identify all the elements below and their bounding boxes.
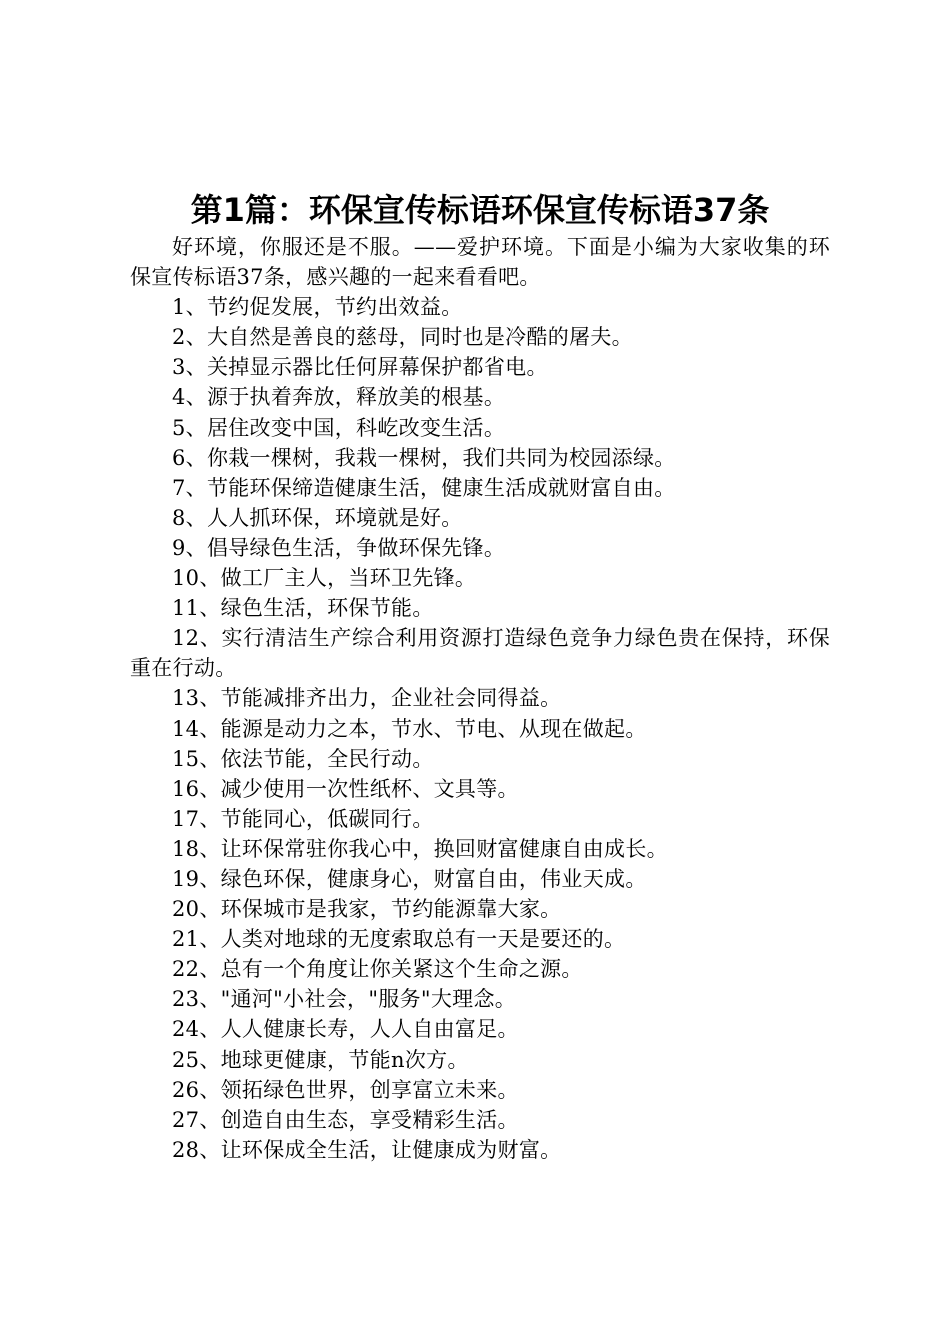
list-item: 14、能源是动力之本，节水、节电、从现在做起。 xyxy=(172,716,647,741)
list-item: 6、你栽一棵树，我栽一棵树，我们共同为校园添绿。 xyxy=(172,445,676,470)
document-page xyxy=(130,188,830,1165)
list-item: 17、节能同心，低碳同行。 xyxy=(172,806,434,831)
list-item: 7、节能环保缔造健康生活，健康生活成就财富自由。 xyxy=(172,475,676,500)
list-item: 19、绿色环保，健康身心，财富自由，伟业天成。 xyxy=(172,866,647,891)
list-item: 1、节约促发展，节约出效益。 xyxy=(172,295,463,320)
list-item: 24、人人健康长寿，人人自由富足。 xyxy=(172,1017,519,1042)
list-item: 27、创造自由生态，享受精彩生活。 xyxy=(172,1107,519,1132)
list-item: 26、领拓绿色世界，创享富立未来。 xyxy=(172,1077,519,1102)
list-item: 3、关掉显示器比任何屏幕保护都省电。 xyxy=(172,355,548,380)
intro-paragraph: 好环境，你服还是不服。——爱护环境。下面是小编为大家收集的环保宣传标语37条，感兴趣的一起来看看吧。 xyxy=(130,235,830,290)
list-item: 23、"通河"小社会，"服务"大理念。 xyxy=(172,987,517,1012)
list-item: 18、让环保常驻你我心中，换回财富健康自由成长。 xyxy=(172,836,668,861)
list-item: 4、源于执着奔放，释放美的根基。 xyxy=(172,385,506,410)
list-item: 10、做工厂主人，当环卫先锋。 xyxy=(172,566,477,591)
list-item: 21、人类对地球的无度索取总有一天是要还的。 xyxy=(172,927,626,952)
list-item: 2、大自然是善良的慈母，同时也是冷酷的屠夫。 xyxy=(172,325,633,350)
slogan-list xyxy=(130,292,830,1165)
list-item: 20、环保城市是我家，节约能源靠大家。 xyxy=(172,897,562,922)
list-item: 25、地球更健康，节能n次方。 xyxy=(172,1047,469,1072)
list-item: 5、居住改变中国，科屹改变生活。 xyxy=(172,415,506,440)
list-item: 15、依法节能，全民行动。 xyxy=(172,746,434,771)
list-item: 12、实行清洁生产综合利用资源打造绿色竞争力绿色贵在保持，环保重在行动。 xyxy=(130,626,830,681)
document-title: 第1篇：环保宣传标语环保宣传标语37条 xyxy=(190,191,770,229)
list-item: 28、让环保成全生活，让健康成为财富。 xyxy=(172,1137,562,1162)
list-item: 16、减少使用一次性纸杯、文具等。 xyxy=(172,776,519,801)
list-item: 22、总有一个角度让你关紧这个生命之源。 xyxy=(172,957,583,982)
list-item: 8、人人抓环保，环境就是好。 xyxy=(172,505,463,530)
list-item: 9、倡导绿色生活，争做环保先锋。 xyxy=(172,535,506,560)
list-item: 11、绿色生活，环保节能。 xyxy=(172,596,434,621)
list-item: 13、节能减排齐出力，企业社会同得益。 xyxy=(172,686,562,711)
